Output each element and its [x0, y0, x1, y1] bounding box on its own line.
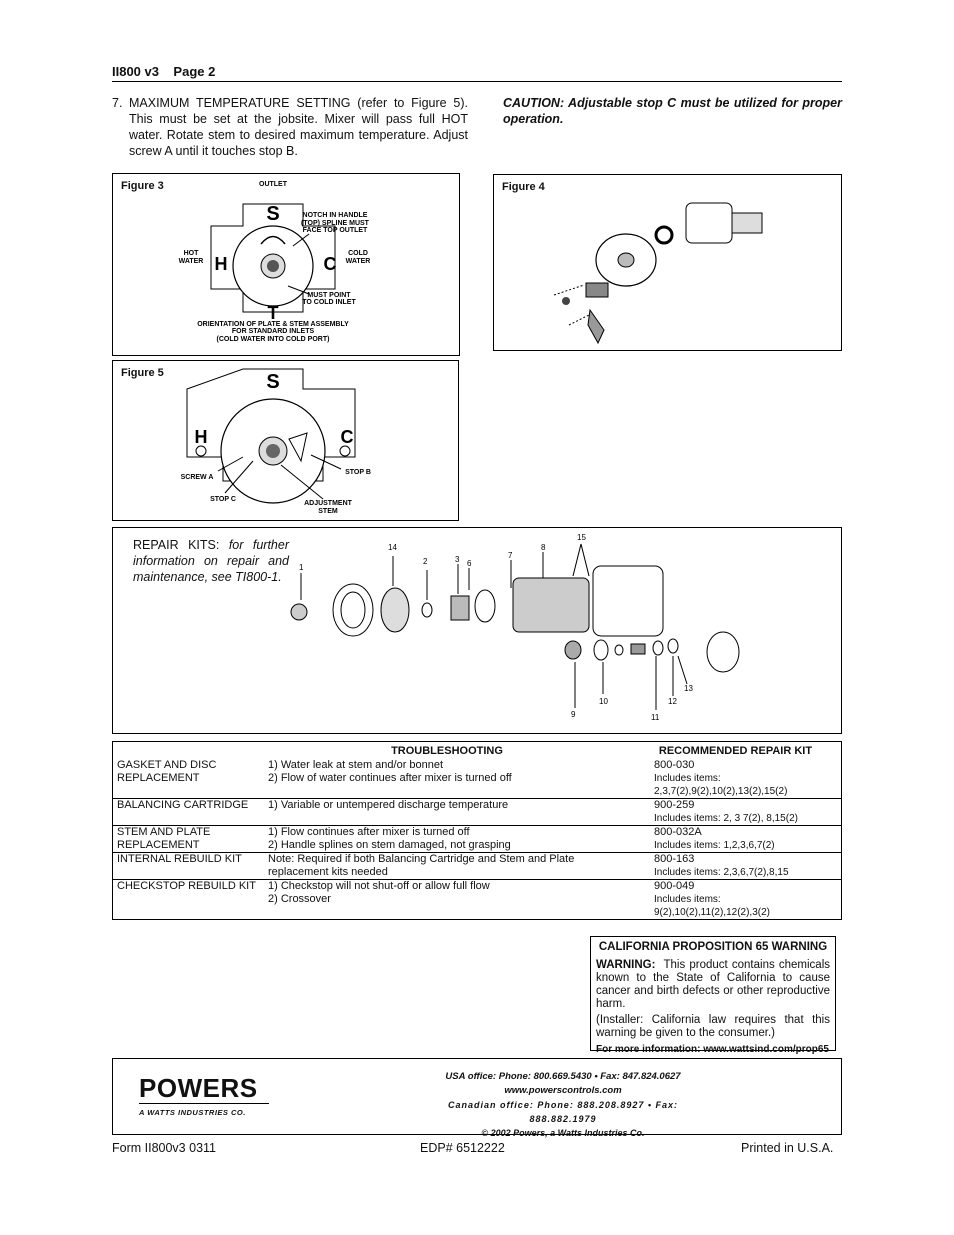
row-name-line-2: REPLACEMENT [117, 839, 200, 851]
prop65-warning-text [596, 959, 830, 1011]
figure-3 [112, 173, 460, 356]
letter-t: T [267, 303, 279, 323]
callout-12: 12 [668, 697, 677, 706]
must-line-1: MUST POINT [307, 292, 351, 299]
edp-number: EDP# 6512222 [420, 1141, 505, 1155]
adj-line-1: ADJUSTMENT [304, 500, 352, 507]
label-stop-c: STOP C [210, 496, 236, 503]
row-cause [264, 853, 630, 880]
notch-line-2: (TOP) SPLINE MUST [301, 220, 369, 227]
usa-office: USA office: Phone: 800.669.5430 • Fax: 847.824.0627 [445, 1071, 681, 1082]
notch-line-1: NOTCH IN HANDLE [302, 212, 368, 219]
orient-line-2: FOR STANDARD INLETS [231, 328, 315, 335]
step-number: 7. [112, 96, 123, 110]
callout-2: 2 [423, 557, 428, 566]
letter-h: H [214, 254, 228, 274]
row-kit [630, 853, 842, 880]
callout-13: 13 [684, 684, 693, 693]
label-stop-b: STOP B [345, 469, 371, 476]
header-rule [112, 81, 842, 82]
row-cause-line-2: 2) Flow of water continues after mixer is turned off [268, 772, 512, 784]
row-name [113, 799, 265, 826]
label-screw-a: SCREW A [180, 474, 214, 481]
prop65-installer: (Installer: California law requires that this warning be given to the consumer.) [596, 1014, 830, 1039]
row-name-line-1: BALANCING CARTRIDGE [117, 799, 249, 811]
letter-s: S [266, 203, 280, 225]
website: www.powerscontrols.com [504, 1085, 622, 1096]
row-name-line-1: STEM AND PLATE [117, 826, 211, 838]
row-kit-number: 800-032A [654, 826, 702, 838]
adj-line-2: STEM [318, 508, 338, 515]
contact-info [413, 1070, 713, 1140]
figure-5 [112, 360, 459, 521]
figure-5-label: Figure 5 [121, 367, 164, 379]
repair-kits-exploded-view [113, 528, 841, 733]
row-cause-line-1: 1) Variable or untempered discharge temperature [268, 799, 509, 811]
row-kit-number: 900-259 [654, 799, 695, 811]
row-cause-line-1: 1) Flow continues after mixer is turned off [268, 826, 470, 838]
figure-3-diagram [113, 174, 459, 355]
row-name [113, 826, 265, 853]
repair-kits-lead: REPAIR KITS: [133, 538, 220, 552]
form-number: Form II800v3 0311 [112, 1141, 216, 1155]
page-header: II800 v3 Page 2 [112, 64, 216, 79]
powers-logo: POWERS [139, 1073, 258, 1103]
row-kit [630, 880, 842, 920]
letter-c: C [340, 427, 354, 447]
row-kit [630, 799, 842, 826]
callout-7: 7 [508, 551, 513, 560]
row-cause [264, 799, 630, 826]
th-repair-kit: RECOMMENDED REPAIR KIT [658, 745, 813, 757]
row-name-line-1: GASKET AND DISC [117, 759, 217, 771]
figure-4-exploded-view [494, 175, 841, 350]
cold-line-2: WATER [345, 258, 371, 265]
callout-9: 9 [571, 710, 576, 719]
troubleshooting-table [112, 741, 842, 920]
letter-h: H [194, 427, 208, 447]
row-cause [264, 826, 630, 853]
row-name-line-1: CHECKSTOP REBUILD KIT [117, 880, 256, 892]
row-name [113, 880, 265, 920]
logo-rule [139, 1103, 269, 1104]
th-blank [113, 742, 265, 760]
must-line-2: TO COLD INLET [302, 299, 356, 306]
callout-8: 8 [541, 543, 546, 552]
callout-1: 1 [299, 563, 304, 572]
row-cause-line-2: replacement kits needed [268, 866, 388, 878]
prop65-warning-label: WARNING: [596, 959, 656, 971]
row-cause-line-1: Note: Required if both Balancing Cartridge and Stem and Plate [268, 853, 575, 865]
row-cause [264, 880, 630, 920]
canada-office: Canadian office: Phone: 888.208.8927 • Fax: 888.882.1979 [447, 1100, 679, 1124]
figure-3-label: Figure 3 [121, 180, 164, 192]
row-kit-number: 900-049 [654, 880, 695, 892]
row-kit-includes: Includes items: 2, 3 7(2), 8,15(2) [654, 813, 798, 824]
row-kit-includes: Includes items: 9(2),10(2),11(2),12(2),3(2) [654, 894, 770, 918]
row-cause-line-2: 2) Crossover [268, 893, 331, 905]
hot-line-1: HOT [183, 250, 199, 257]
caution-note: CAUTION: Adjustable stop C must be utilized for proper operation. [503, 96, 842, 126]
prop65-heading: CALIFORNIA PROPOSITION 65 WARNING [598, 941, 828, 953]
th-troubleshooting: TROUBLESHOOTING [391, 745, 503, 757]
callout-11: 11 [651, 713, 660, 722]
callout-10: 10 [599, 697, 608, 706]
row-cause-line-1: 1) Checkstop will not shut-off or allow full flow [268, 880, 490, 892]
cold-line-1: COLD [348, 250, 368, 257]
printed-in: Printed in U.S.A. [741, 1141, 834, 1155]
copyright: © 2002 Powers, a Watts Industries Co. [481, 1128, 645, 1138]
callout-3: 3 [455, 555, 460, 564]
callout-15: 15 [577, 533, 586, 542]
row-name-line-2: REPLACEMENT [117, 772, 200, 784]
step-7 [112, 95, 468, 159]
table-row [113, 759, 842, 799]
table-row [113, 853, 842, 880]
repair-kits-panel [112, 527, 842, 734]
row-kit-includes: Includes items: 1,2,3,6,7(2) [654, 840, 775, 851]
row-kit-number: 800-030 [654, 759, 695, 771]
figure-5-diagram [113, 361, 458, 520]
prop65-warning-body: This product contains chemicals known to the State of California to cause cancer and birth defects or other reproductive harm. [596, 959, 830, 1010]
orient-line-1: ORIENTATION OF PLATE & STEM ASSEMBLY [197, 321, 349, 328]
row-cause-line-2: 2) Handle splines on stem damaged, not grasping [268, 839, 511, 851]
letter-s: S [266, 371, 280, 393]
row-name [113, 853, 265, 880]
notch-line-3: FACE TOP OUTLET [302, 227, 368, 234]
row-kit-includes: Includes items: 2,3,6,7(2),8,15 [654, 867, 789, 878]
callout-6: 6 [467, 559, 472, 568]
repair-kits-note: for further information on repair and maintenance, see TI800-1. [133, 538, 289, 584]
table-row [113, 799, 842, 826]
prop65-more-info: For more information: www.wattsind.com/prop65 [596, 1044, 829, 1055]
figure-4-label: Figure 4 [502, 181, 545, 193]
row-kit [630, 826, 842, 853]
table-row [113, 880, 842, 920]
hot-line-2: WATER [178, 258, 204, 265]
row-kit [630, 759, 842, 799]
row-kit-includes: Includes items: 2,3,7(2),9(2),10(2),13(2),15(2) [654, 773, 788, 797]
row-cause-line-1: 1) Water leak at stem and/or bonnet [268, 759, 444, 771]
row-cause [264, 759, 630, 799]
footer-box [112, 1058, 842, 1138]
table-row [113, 826, 842, 853]
orient-line-3: (COLD WATER INTO COLD PORT) [216, 336, 330, 343]
prop65-warning [590, 936, 836, 1055]
step-text: MAXIMUM TEMPERATURE SETTING (refer to Figure 5). This must be set at the jobsite. Mixer will pass full HOT water. Rotate stem to desired maximum temperature. Adjust screw A until it touches stop B. [129, 96, 468, 158]
row-name [113, 759, 265, 799]
label-outlet: OUTLET [259, 181, 287, 188]
callout-14: 14 [388, 543, 397, 552]
row-kit-number: 800-163 [654, 853, 695, 865]
figure-4 [493, 174, 842, 351]
row-name-line-1: INTERNAL REBUILD KIT [117, 853, 242, 865]
letter-c: C [323, 254, 337, 274]
logo-subtitle: A WATTS INDUSTRIES CO. [139, 1108, 246, 1117]
